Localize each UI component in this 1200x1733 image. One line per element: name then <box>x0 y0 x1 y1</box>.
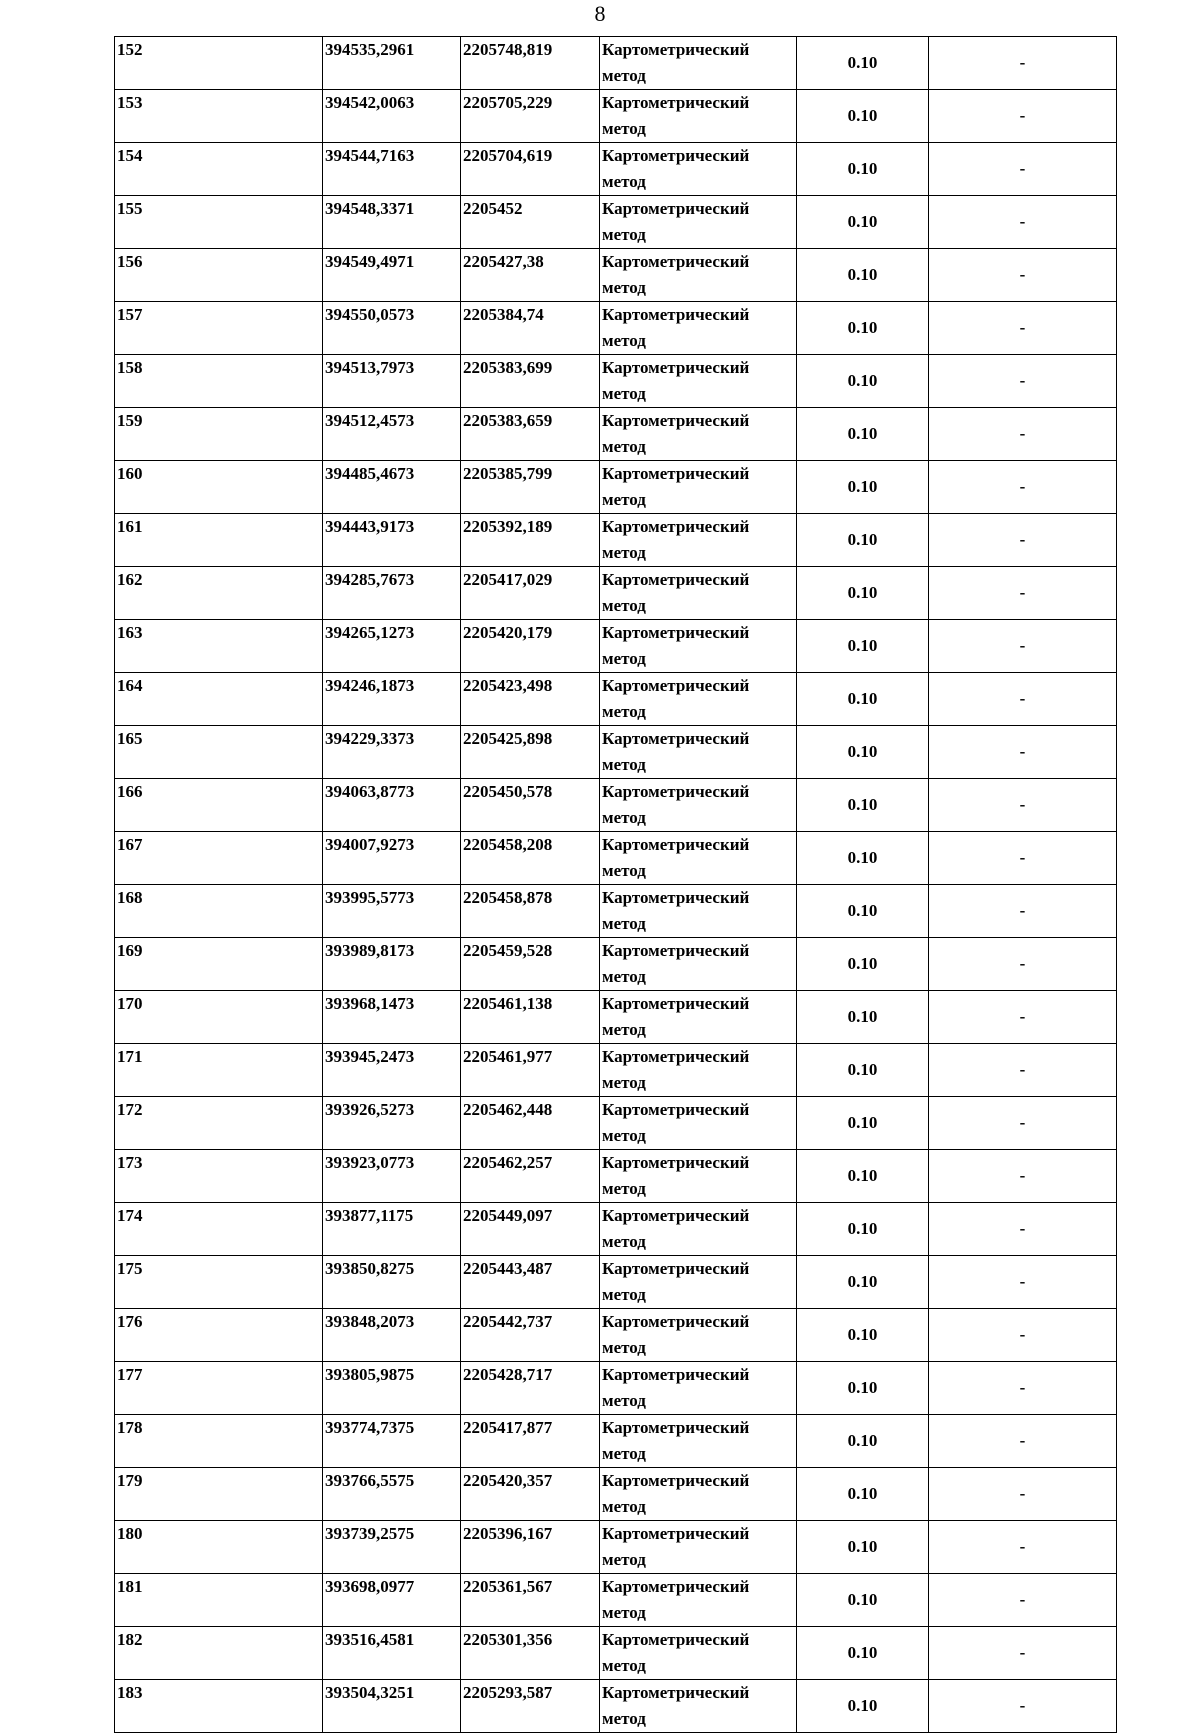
y-coordinate-cell: 2205301,356 <box>461 1627 600 1680</box>
method-cell <box>600 143 797 196</box>
table-row <box>115 90 1117 143</box>
y-coordinate-cell: 2205383,699 <box>461 355 600 408</box>
accuracy-cell: 0.10 <box>797 991 929 1044</box>
accuracy-cell: 0.10 <box>797 143 929 196</box>
description-cell: - <box>929 1362 1117 1415</box>
y-coordinate-cell: 2205458,878 <box>461 885 600 938</box>
page-number: 8 <box>594 1 606 26</box>
point-number-cell: 160 <box>115 461 323 514</box>
method-name: Картометрический <box>602 40 750 59</box>
accuracy-cell: 0.10 <box>797 1362 929 1415</box>
method-cell <box>600 673 797 726</box>
y-coordinate-cell: 2205420,179 <box>461 620 600 673</box>
accuracy-cell: 0.10 <box>797 90 929 143</box>
point-number-cell: 173 <box>115 1150 323 1203</box>
method-cell <box>600 1256 797 1309</box>
method-name: Картометрический <box>602 1524 750 1543</box>
y-coordinate-cell: 2205425,898 <box>461 726 600 779</box>
description-cell: - <box>929 1203 1117 1256</box>
accuracy-cell: 0.10 <box>797 779 929 832</box>
accuracy-cell: 0.10 <box>797 832 929 885</box>
point-number-cell: 156 <box>115 249 323 302</box>
accuracy-cell: 0.10 <box>797 514 929 567</box>
method-name: Картометрический <box>602 835 750 854</box>
table-row <box>115 1044 1117 1097</box>
description-cell: - <box>929 1574 1117 1627</box>
method-name: Картометрический <box>602 252 750 271</box>
method-cell <box>600 938 797 991</box>
table-row <box>115 1256 1117 1309</box>
y-coordinate-cell: 2205385,799 <box>461 461 600 514</box>
x-coordinate-cell: 393989,8173 <box>323 938 461 991</box>
description-cell: - <box>929 1044 1117 1097</box>
x-coordinate-cell: 393739,2575 <box>323 1521 461 1574</box>
x-coordinate-cell: 394007,9273 <box>323 832 461 885</box>
point-number-cell: 183 <box>115 1680 323 1733</box>
x-coordinate-cell: 393848,2073 <box>323 1309 461 1362</box>
method-name: Картометрический <box>602 411 750 430</box>
table-row <box>115 302 1117 355</box>
method-name: Картометрический <box>602 1206 750 1225</box>
y-coordinate-cell: 2205704,619 <box>461 143 600 196</box>
table-row <box>115 1627 1117 1680</box>
method-name: Картометрический <box>602 93 750 112</box>
x-coordinate-cell: 393877,1175 <box>323 1203 461 1256</box>
point-number-cell: 174 <box>115 1203 323 1256</box>
method-label: метод <box>602 914 646 933</box>
method-label: метод <box>602 1391 646 1410</box>
table-row <box>115 355 1117 408</box>
table-row <box>115 567 1117 620</box>
point-number-cell: 154 <box>115 143 323 196</box>
table-row <box>115 1680 1117 1733</box>
accuracy-cell: 0.10 <box>797 1415 929 1468</box>
point-number-cell: 159 <box>115 408 323 461</box>
method-label: метод <box>602 437 646 456</box>
point-number-cell: 181 <box>115 1574 323 1627</box>
accuracy-cell: 0.10 <box>797 1150 929 1203</box>
method-label: метод <box>602 384 646 403</box>
x-coordinate-cell: 394549,4971 <box>323 249 461 302</box>
table-row <box>115 885 1117 938</box>
table-row <box>115 673 1117 726</box>
point-number-cell: 178 <box>115 1415 323 1468</box>
description-cell: - <box>929 302 1117 355</box>
description-cell: - <box>929 1468 1117 1521</box>
point-number-cell: 166 <box>115 779 323 832</box>
description-cell: - <box>929 567 1117 620</box>
accuracy-cell: 0.10 <box>797 461 929 514</box>
method-label: метод <box>602 543 646 562</box>
x-coordinate-cell: 394550,0573 <box>323 302 461 355</box>
x-coordinate-cell: 393805,9875 <box>323 1362 461 1415</box>
point-number-cell: 171 <box>115 1044 323 1097</box>
accuracy-cell: 0.10 <box>797 1044 929 1097</box>
description-cell: - <box>929 90 1117 143</box>
method-cell <box>600 90 797 143</box>
method-cell <box>600 1150 797 1203</box>
table-row <box>115 1150 1117 1203</box>
y-coordinate-cell: 2205461,977 <box>461 1044 600 1097</box>
table-row <box>115 779 1117 832</box>
method-name: Картометрический <box>602 358 750 377</box>
method-label: метод <box>602 1073 646 1092</box>
point-number-cell: 179 <box>115 1468 323 1521</box>
method-name: Картометрический <box>602 1153 750 1172</box>
table-row <box>115 461 1117 514</box>
method-label: метод <box>602 1656 646 1675</box>
method-label: метод <box>602 1444 646 1463</box>
x-coordinate-cell: 394265,1273 <box>323 620 461 673</box>
method-cell <box>600 514 797 567</box>
method-name: Картометрический <box>602 1312 750 1331</box>
method-name: Картометрический <box>602 1471 750 1490</box>
y-coordinate-cell: 2205443,487 <box>461 1256 600 1309</box>
y-coordinate-cell: 2205420,357 <box>461 1468 600 1521</box>
table-row <box>115 196 1117 249</box>
y-coordinate-cell: 2205361,567 <box>461 1574 600 1627</box>
point-number-cell: 153 <box>115 90 323 143</box>
y-coordinate-cell: 2205417,877 <box>461 1415 600 1468</box>
table-row <box>115 1097 1117 1150</box>
x-coordinate-cell: 394548,3371 <box>323 196 461 249</box>
method-name: Картометрический <box>602 888 750 907</box>
method-name: Картометрический <box>602 729 750 748</box>
table-row <box>115 620 1117 673</box>
description-cell: - <box>929 991 1117 1044</box>
accuracy-cell: 0.10 <box>797 1256 929 1309</box>
coordinates-table-body <box>115 37 1117 1733</box>
accuracy-cell: 0.10 <box>797 355 929 408</box>
y-coordinate-cell: 2205442,737 <box>461 1309 600 1362</box>
method-cell <box>600 1627 797 1680</box>
method-name: Картометрический <box>602 464 750 483</box>
description-cell: - <box>929 408 1117 461</box>
point-number-cell: 161 <box>115 514 323 567</box>
accuracy-cell: 0.10 <box>797 1097 929 1150</box>
point-number-cell: 164 <box>115 673 323 726</box>
point-number-cell: 177 <box>115 1362 323 1415</box>
point-number-cell: 165 <box>115 726 323 779</box>
accuracy-cell: 0.10 <box>797 249 929 302</box>
method-cell <box>600 1044 797 1097</box>
method-label: метод <box>602 490 646 509</box>
method-name: Картометрический <box>602 146 750 165</box>
description-cell: - <box>929 620 1117 673</box>
y-coordinate-cell: 2205461,138 <box>461 991 600 1044</box>
y-coordinate-cell: 2205383,659 <box>461 408 600 461</box>
y-coordinate-cell: 2205428,717 <box>461 1362 600 1415</box>
accuracy-cell: 0.10 <box>797 302 929 355</box>
table-row <box>115 938 1117 991</box>
description-cell: - <box>929 779 1117 832</box>
method-cell <box>600 726 797 779</box>
method-label: метод <box>602 1550 646 1569</box>
method-cell <box>600 1680 797 1733</box>
method-label: метод <box>602 702 646 721</box>
point-number-cell: 158 <box>115 355 323 408</box>
x-coordinate-cell: 394535,2961 <box>323 37 461 90</box>
method-label: метод <box>602 1232 646 1251</box>
description-cell: - <box>929 1150 1117 1203</box>
method-cell <box>600 1521 797 1574</box>
table-row <box>115 1468 1117 1521</box>
point-number-cell: 170 <box>115 991 323 1044</box>
method-label: метод <box>602 225 646 244</box>
method-cell <box>600 885 797 938</box>
table-row <box>115 408 1117 461</box>
method-name: Картометрический <box>602 623 750 642</box>
table-row <box>115 1203 1117 1256</box>
method-cell <box>600 832 797 885</box>
method-label: метод <box>602 119 646 138</box>
x-coordinate-cell: 394443,9173 <box>323 514 461 567</box>
y-coordinate-cell: 2205423,498 <box>461 673 600 726</box>
y-coordinate-cell: 2205384,74 <box>461 302 600 355</box>
x-coordinate-cell: 393945,2473 <box>323 1044 461 1097</box>
y-coordinate-cell: 2205450,578 <box>461 779 600 832</box>
point-number-cell: 157 <box>115 302 323 355</box>
point-number-cell: 172 <box>115 1097 323 1150</box>
point-number-cell: 162 <box>115 567 323 620</box>
accuracy-cell: 0.10 <box>797 37 929 90</box>
method-label: метод <box>602 66 646 85</box>
accuracy-cell: 0.10 <box>797 196 929 249</box>
accuracy-cell: 0.10 <box>797 673 929 726</box>
point-number-cell: 152 <box>115 37 323 90</box>
description-cell: - <box>929 514 1117 567</box>
description-cell: - <box>929 249 1117 302</box>
method-label: метод <box>602 172 646 191</box>
description-cell: - <box>929 461 1117 514</box>
accuracy-cell: 0.10 <box>797 1468 929 1521</box>
y-coordinate-cell: 2205459,528 <box>461 938 600 991</box>
method-label: метод <box>602 808 646 827</box>
method-cell <box>600 461 797 514</box>
method-label: метод <box>602 1126 646 1145</box>
accuracy-cell: 0.10 <box>797 1627 929 1680</box>
method-name: Картометрический <box>602 1630 750 1649</box>
method-cell <box>600 408 797 461</box>
description-cell: - <box>929 832 1117 885</box>
point-number-cell: 180 <box>115 1521 323 1574</box>
table-row <box>115 726 1117 779</box>
method-label: метод <box>602 278 646 297</box>
method-name: Картометрический <box>602 1100 750 1119</box>
x-coordinate-cell: 393850,8275 <box>323 1256 461 1309</box>
y-coordinate-cell: 2205396,167 <box>461 1521 600 1574</box>
description-cell: - <box>929 938 1117 991</box>
method-cell <box>600 1415 797 1468</box>
method-label: метод <box>602 967 646 986</box>
table-row <box>115 991 1117 1044</box>
description-cell: - <box>929 1680 1117 1733</box>
accuracy-cell: 0.10 <box>797 1521 929 1574</box>
method-label: метод <box>602 861 646 880</box>
method-label: метод <box>602 1709 646 1728</box>
method-label: метод <box>602 1338 646 1357</box>
method-cell <box>600 355 797 408</box>
y-coordinate-cell: 2205392,189 <box>461 514 600 567</box>
point-number-cell: 155 <box>115 196 323 249</box>
method-name: Картометрический <box>602 199 750 218</box>
x-coordinate-cell: 393774,7375 <box>323 1415 461 1468</box>
method-name: Картометрический <box>602 305 750 324</box>
description-cell: - <box>929 355 1117 408</box>
point-number-cell: 163 <box>115 620 323 673</box>
method-cell <box>600 1203 797 1256</box>
x-coordinate-cell: 393923,0773 <box>323 1150 461 1203</box>
description-cell: - <box>929 1256 1117 1309</box>
table-row <box>115 832 1117 885</box>
method-name: Картометрический <box>602 1047 750 1066</box>
y-coordinate-cell: 2205705,229 <box>461 90 600 143</box>
method-name: Картометрический <box>602 782 750 801</box>
method-cell <box>600 37 797 90</box>
description-cell: - <box>929 1097 1117 1150</box>
method-label: метод <box>602 1179 646 1198</box>
description-cell: - <box>929 143 1117 196</box>
method-label: метод <box>602 1285 646 1304</box>
coordinates-table <box>114 36 1117 1733</box>
accuracy-cell: 0.10 <box>797 885 929 938</box>
method-name: Картометрический <box>602 1577 750 1596</box>
point-number-cell: 168 <box>115 885 323 938</box>
method-name: Картометрический <box>602 676 750 695</box>
method-name: Картометрический <box>602 570 750 589</box>
y-coordinate-cell: 2205462,448 <box>461 1097 600 1150</box>
description-cell: - <box>929 726 1117 779</box>
table-row <box>115 249 1117 302</box>
description-cell: - <box>929 1521 1117 1574</box>
x-coordinate-cell: 394542,0063 <box>323 90 461 143</box>
y-coordinate-cell: 2205427,38 <box>461 249 600 302</box>
method-name: Картометрический <box>602 941 750 960</box>
method-name: Картометрический <box>602 1418 750 1437</box>
method-cell <box>600 249 797 302</box>
table-row <box>115 37 1117 90</box>
method-name: Картометрический <box>602 517 750 536</box>
description-cell: - <box>929 1415 1117 1468</box>
x-coordinate-cell: 394246,1873 <box>323 673 461 726</box>
description-cell: - <box>929 673 1117 726</box>
method-cell <box>600 991 797 1044</box>
accuracy-cell: 0.10 <box>797 1680 929 1733</box>
accuracy-cell: 0.10 <box>797 408 929 461</box>
y-coordinate-cell: 2205462,257 <box>461 1150 600 1203</box>
y-coordinate-cell: 2205449,097 <box>461 1203 600 1256</box>
x-coordinate-cell: 393504,3251 <box>323 1680 461 1733</box>
method-label: метод <box>602 649 646 668</box>
method-cell <box>600 1362 797 1415</box>
method-name: Картометрический <box>602 1683 750 1702</box>
method-cell <box>600 1468 797 1521</box>
accuracy-cell: 0.10 <box>797 1203 929 1256</box>
y-coordinate-cell: 2205748,819 <box>461 37 600 90</box>
method-name: Картометрический <box>602 1259 750 1278</box>
method-cell <box>600 779 797 832</box>
method-label: метод <box>602 755 646 774</box>
point-number-cell: 167 <box>115 832 323 885</box>
method-cell <box>600 1309 797 1362</box>
method-cell <box>600 620 797 673</box>
description-cell: - <box>929 1627 1117 1680</box>
y-coordinate-cell: 2205293,587 <box>461 1680 600 1733</box>
table-row <box>115 1309 1117 1362</box>
table-row <box>115 143 1117 196</box>
description-cell: - <box>929 37 1117 90</box>
y-coordinate-cell: 2205458,208 <box>461 832 600 885</box>
table-row <box>115 1521 1117 1574</box>
x-coordinate-cell: 393698,0977 <box>323 1574 461 1627</box>
description-cell: - <box>929 1309 1117 1362</box>
accuracy-cell: 0.10 <box>797 726 929 779</box>
x-coordinate-cell: 394512,4573 <box>323 408 461 461</box>
x-coordinate-cell: 394063,8773 <box>323 779 461 832</box>
accuracy-cell: 0.10 <box>797 620 929 673</box>
x-coordinate-cell: 393516,4581 <box>323 1627 461 1680</box>
x-coordinate-cell: 394285,7673 <box>323 567 461 620</box>
x-coordinate-cell: 394485,4673 <box>323 461 461 514</box>
x-coordinate-cell: 393926,5273 <box>323 1097 461 1150</box>
description-cell: - <box>929 885 1117 938</box>
method-label: метод <box>602 1603 646 1622</box>
x-coordinate-cell: 393968,1473 <box>323 991 461 1044</box>
accuracy-cell: 0.10 <box>797 938 929 991</box>
method-label: метод <box>602 331 646 350</box>
point-number-cell: 175 <box>115 1256 323 1309</box>
x-coordinate-cell: 393995,5773 <box>323 885 461 938</box>
method-label: метод <box>602 596 646 615</box>
x-coordinate-cell: 394544,7163 <box>323 143 461 196</box>
table-row <box>115 1415 1117 1468</box>
point-number-cell: 169 <box>115 938 323 991</box>
accuracy-cell: 0.10 <box>797 567 929 620</box>
point-number-cell: 182 <box>115 1627 323 1680</box>
method-name: Картометрический <box>602 1365 750 1384</box>
x-coordinate-cell: 394229,3373 <box>323 726 461 779</box>
accuracy-cell: 0.10 <box>797 1574 929 1627</box>
method-label: метод <box>602 1497 646 1516</box>
method-cell <box>600 196 797 249</box>
x-coordinate-cell: 394513,7973 <box>323 355 461 408</box>
y-coordinate-cell: 2205452 <box>461 196 600 249</box>
method-cell <box>600 1574 797 1627</box>
method-cell <box>600 1097 797 1150</box>
x-coordinate-cell: 393766,5575 <box>323 1468 461 1521</box>
table-row <box>115 514 1117 567</box>
description-cell: - <box>929 196 1117 249</box>
accuracy-cell: 0.10 <box>797 1309 929 1362</box>
method-cell <box>600 302 797 355</box>
y-coordinate-cell: 2205417,029 <box>461 567 600 620</box>
table-row <box>115 1574 1117 1627</box>
method-name: Картометрический <box>602 994 750 1013</box>
table-row <box>115 1362 1117 1415</box>
method-cell <box>600 567 797 620</box>
method-label: метод <box>602 1020 646 1039</box>
point-number-cell: 176 <box>115 1309 323 1362</box>
